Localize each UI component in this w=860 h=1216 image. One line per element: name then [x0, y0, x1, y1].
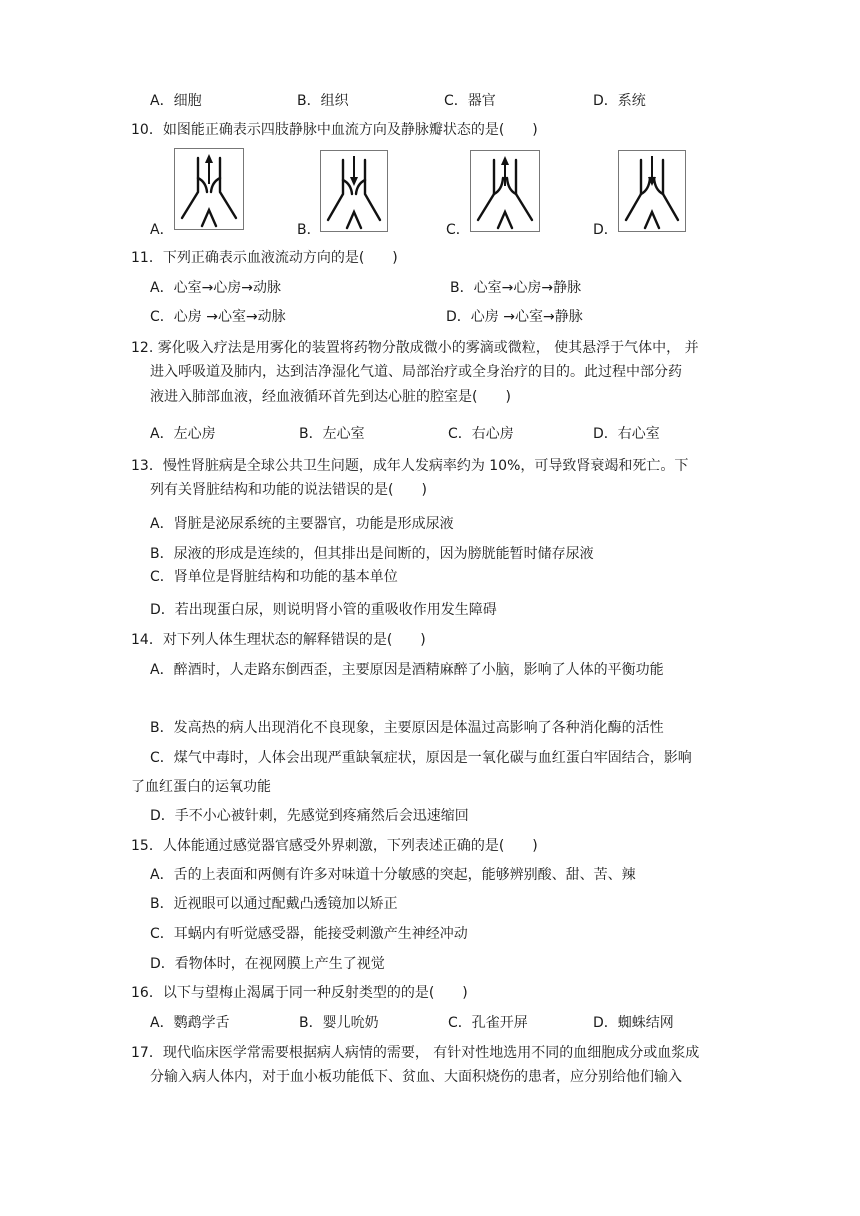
q13-option-c: C．肾单位是肾脏结构和功能的基本单位: [150, 569, 398, 585]
q10-label-a: A．: [150, 222, 174, 238]
q12-option-d: D．右心室: [593, 426, 660, 442]
q12-line-1: 12. 雾化吸入疗法是用雾化的装置将药物分散成微小的雾滴或微粒， 使其悬浮于气体中， 并: [131, 340, 699, 356]
q16-option-d: D．蜘蛛结网: [593, 1015, 674, 1031]
q10-label-d: D．: [593, 222, 618, 238]
q15-stem: 15．人体能通过感觉器官感受外界刺激，下列表述正确的是( ): [131, 838, 538, 854]
q16-option-b: B．婴儿吮奶: [299, 1015, 379, 1031]
q13-line-1: 13．慢性肾脏病是全球公共卫生问题，成年人发病率约为 10%，可导致肾衰竭和死亡。下: [131, 458, 689, 474]
q14-option-a: A．醉酒时，人走路东倒西歪，主要原因是酒精麻醉了小脑，影响了人体的平衡功能: [150, 662, 664, 678]
q13-line-2: 列有关肾脏结构和功能的说法错误的是( ): [150, 482, 427, 498]
q9-option-c: C．器官: [444, 93, 496, 109]
q10-label-c: C．: [446, 222, 470, 238]
q16-stem: 16．以下与望梅止渴属于同一种反射类型的的是( ): [131, 985, 468, 1001]
q16-option-c: C．孔雀开屏: [448, 1015, 528, 1031]
q10-figure-b: [320, 150, 388, 232]
q12-option-c: C．右心房: [448, 426, 514, 442]
q10-stem: 10．如图能正确表示四肢静脉中血流方向及静脉瓣状态的是( ): [131, 122, 538, 138]
q12-option-b: B．左心室: [299, 426, 365, 442]
q14-stem: 14．对下列人体生理状态的解释错误的是( ): [131, 632, 426, 648]
q9-option-d: D．系统: [593, 93, 646, 109]
q9-option-b: B．组织: [297, 93, 349, 109]
q11-option-b: B．心室→心房→静脉: [450, 280, 582, 296]
q13-option-a: A．肾脏是泌尿系统的主要器官，功能是形成尿液: [150, 516, 454, 532]
q12-line-2: 进入呼吸道及肺内，达到洁净湿化气道、局部治疗或全身治疗的目的。此过程中部分药: [150, 364, 682, 380]
q15-option-a: A．舌的上表面和两侧有许多对味道十分敏感的突起，能够辨别酸、甜、苦、辣: [150, 867, 636, 883]
q16-option-a: A．鹦鹉学舌: [150, 1015, 230, 1031]
q11-option-d: D．心房 →心室→静脉: [446, 309, 583, 325]
q11-stem: 11．下列正确表示血液流动方向的是( ): [131, 250, 398, 266]
q12-line-3: 液进入肺部血液，经血液循环首先到达心脏的腔室是( ): [150, 389, 511, 405]
q15-option-c: C．耳蜗内有听觉感受器，能接受刺激产生神经冲动: [150, 926, 468, 942]
q14-option-c: C．煤气中毒时，人体会出现严重缺氧症状，原因是一氧化碳与血红蛋白牢固结合，影响: [150, 750, 692, 766]
q17-line-1: 17．现代临床医学常需要根据病人病情的需要， 有针对性地选用不同的血细胞成分或血浆成: [131, 1045, 700, 1061]
q10-figure-c: [470, 150, 540, 232]
q15-option-b: B．近视眼可以通过配戴凸透镜加以矫正: [150, 896, 398, 912]
q10-label-b: B．: [297, 222, 321, 238]
q10-figure-d: [618, 150, 686, 232]
q10-figure-a: [174, 148, 244, 230]
q17-line-2: 分输入病人体内，对于血小板功能低下、贫血、大面积烧伤的患者，应分别给他们输入: [150, 1069, 682, 1085]
q12-option-a: A．左心房: [150, 426, 216, 442]
q15-option-d: D．看物体时，在视网膜上产生了视觉: [150, 956, 385, 972]
q14-option-d: D．手不小心被针刺，先感觉到疼痛然后会迅速缩回: [150, 808, 469, 824]
q11-option-a: A．心室→心房→动脉: [150, 280, 282, 296]
q14-option-c-cont: 了血红蛋白的运氧功能: [131, 779, 271, 795]
q13-option-b: B．尿液的形成是连续的，但其排出是间断的，因为膀胱能暂时储存尿液: [150, 546, 594, 562]
q11-option-c: C．心房 →心室→动脉: [150, 309, 286, 325]
q9-option-a: A．细胞: [150, 93, 202, 109]
q13-option-d: D．若出现蛋白尿，则说明肾小管的重吸收作用发生障碍: [150, 602, 497, 618]
q14-option-b: B．发高热的病人出现消化不良现象，主要原因是体温过高影响了各种消化酶的活性: [150, 720, 664, 736]
